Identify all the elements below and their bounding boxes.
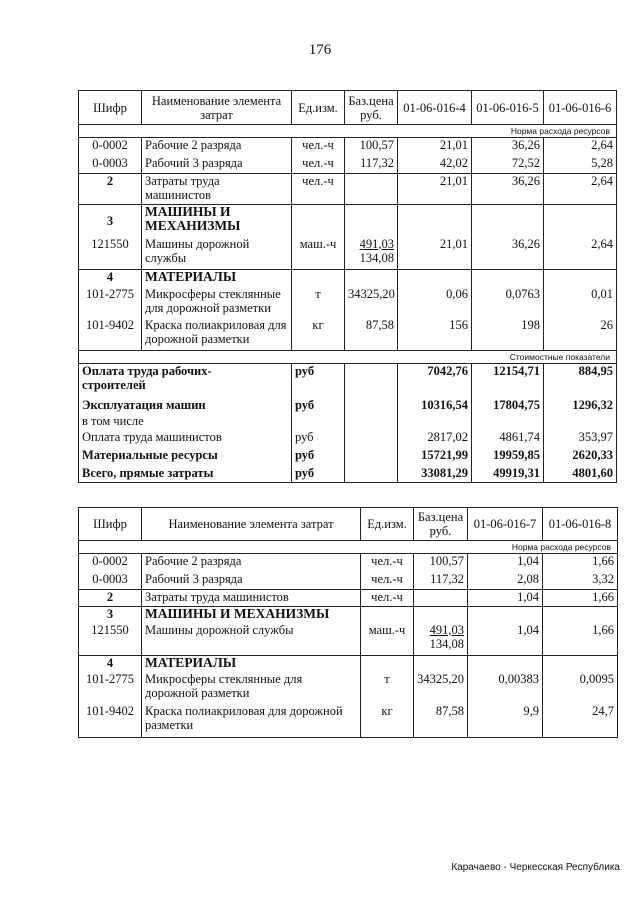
header-name: Наименование элемента затрат xyxy=(142,508,361,541)
header-price: Баз.цена руб. xyxy=(414,508,468,541)
section-row: 3 МАШИНЫ И МЕХАНИЗМЫ xyxy=(79,205,617,237)
cost-row: Эксплуатация машин руб 10316,54 17804,75 1296,32 xyxy=(79,398,617,414)
cost-row: в том числе xyxy=(79,414,617,430)
table-row: 2 Затраты труда машинистов чел.-ч 21,01 36,26 2,64 xyxy=(79,174,617,205)
band-label: Норма расхода ресурсов xyxy=(79,125,617,138)
header-col-2: 01-06-016-8 xyxy=(543,508,618,541)
header-unit: Ед.изм. xyxy=(292,91,345,125)
band-label: Стоимостные показатели xyxy=(79,351,617,364)
cost-row: Материальные ресурсы руб 15721,99 19959,85 2620,33 xyxy=(79,448,617,466)
header-code: Шифр xyxy=(79,91,142,125)
table-row: 0-0002 Рабочие 2 разряда чел.-ч 100,57 1,04 1,66 xyxy=(79,554,618,572)
section-row: 4 МАТЕРИАЛЫ xyxy=(79,270,617,287)
table-row: 101-9402 Краска полиакриловая для дорожной разметки кг 87,58 156 198 26 xyxy=(79,318,617,351)
norms-table-1 xyxy=(78,90,617,483)
band-label: Норма расхода ресурсов xyxy=(79,541,618,554)
page-footer: Карачаево - Черкесская Республика xyxy=(451,862,620,873)
page-number: 176 xyxy=(308,42,332,58)
table-row: 101-9402 Краска полиакриловая для дорожной разметки кг 87,58 9,9 24,7 xyxy=(79,704,618,738)
table-row: 121550 Машины дорожной службы маш.-ч 491,03 134,08 1,04 1,66 xyxy=(79,623,618,656)
table-header xyxy=(79,508,618,541)
header-col-1: 01-06-016-7 xyxy=(468,508,543,541)
band-norms xyxy=(79,541,618,554)
header-price: Баз.цена руб. xyxy=(345,91,398,125)
table-row: 101-2775 Микросферы стеклянные для дорожной разметки т 34325,20 0,00383 0,0095 xyxy=(79,672,618,704)
cost-row: Оплата труда рабочих- строителей руб 7042,76 12154,71 884,95 xyxy=(79,364,617,398)
header-col-2: 01-06-016-5 xyxy=(472,91,544,125)
table-row: 121550 Машины дорожной службы маш.-ч 491,03 134,08 21,01 36,26 2,64 xyxy=(79,237,617,270)
table-row: 101-2775 Микросферы стеклянные для дорожной разметки т 34325,20 0,06 0,0763 0,01 xyxy=(79,287,617,318)
section-row: 3 МАШИНЫ И МЕХАНИЗМЫ xyxy=(79,607,618,623)
table-row: 0-0003 Рабочий 3 разряда чел.-ч 117,32 2,08 3,32 xyxy=(79,572,618,590)
header-name: Наименование элемента затрат xyxy=(142,91,292,125)
table-header xyxy=(79,91,617,125)
band-norms xyxy=(79,125,617,138)
band-costs xyxy=(79,351,617,364)
header-col-3: 01-06-016-6 xyxy=(544,91,617,125)
norms-table-2 xyxy=(78,507,618,738)
table-row: 0-0002 Рабочие 2 разряда чел.-ч 100,57 21,01 36,26 2,64 xyxy=(79,138,617,156)
table-row: 0-0003 Рабочий 3 разряда чел.-ч 117,32 42,02 72,52 5,28 xyxy=(79,156,617,174)
header-col-1: 01-06-016-4 xyxy=(398,91,472,125)
header-unit: Ед.изм. xyxy=(361,508,414,541)
section-row: 4 МАТЕРИАЛЫ xyxy=(79,656,618,672)
table-row: 2 Затраты труда машинистов чел.-ч 1,04 1,66 xyxy=(79,590,618,607)
cost-row: Оплата труда машинистов руб 2817,02 4861,74 353,97 xyxy=(79,430,617,448)
cost-row: Всего, прямые затраты руб 33081,29 49919,31 4801,60 xyxy=(79,466,617,483)
header-code: Шифр xyxy=(79,508,142,541)
